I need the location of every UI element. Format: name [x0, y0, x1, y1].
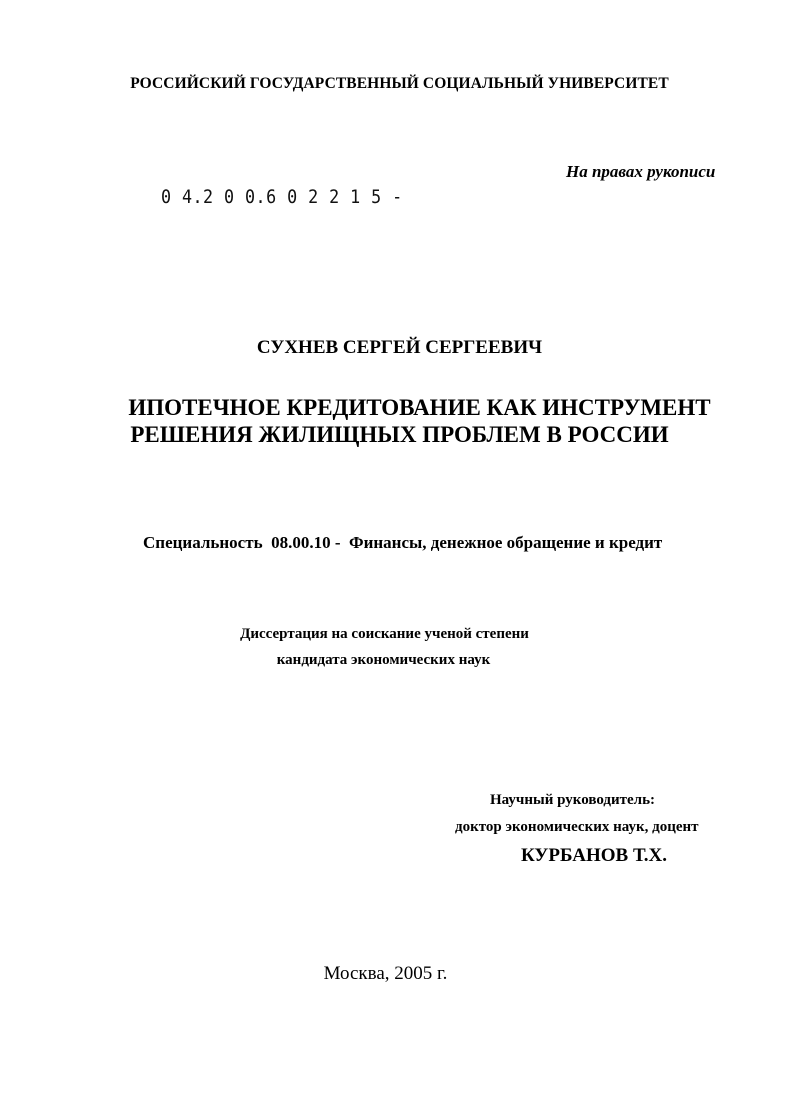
degree-statement	[0, 621, 799, 673]
author-name: СУХНЕВ СЕРГЕЙ СЕРГЕЕВИЧ	[256, 337, 543, 358]
supervisor-name: КУРБАНОВ Т.Х.	[521, 845, 667, 866]
city-year: Москва, 2005 г.	[323, 963, 448, 984]
title-line-2: РЕШЕНИЯ ЖИЛИЩНЫХ ПРОБЛЕМ В РОССИИ	[130, 422, 669, 447]
university-name: РОССИЙСКИЙ ГОСУДАРСТВЕННЫЙ СОЦИАЛЬНЫЙ УНИВЕРСИТЕТ	[130, 75, 669, 92]
supervisor-degree: доктор экономических наук, доцент	[455, 819, 699, 835]
degree-line-1: Диссертация на соискание ученой степени	[240, 626, 529, 642]
specialty-line: Специальность 08.00.10 - Финансы, денежное обращение и кредит	[143, 533, 663, 552]
manuscript-note: На правах рукописи	[566, 162, 716, 181]
title-line-1: ИПОТЕЧНОЕ КРЕДИТОВАНИЕ КАК ИНСТРУМЕНТ	[128, 395, 711, 420]
archive-stamp-number: 0 4.2 0 0.6 0 2 2 1 5 -	[161, 186, 403, 208]
degree-line-2: кандидата экономических наук	[276, 652, 491, 668]
supervisor-heading: Научный руководитель:	[490, 792, 655, 808]
dissertation-title	[0, 394, 799, 448]
